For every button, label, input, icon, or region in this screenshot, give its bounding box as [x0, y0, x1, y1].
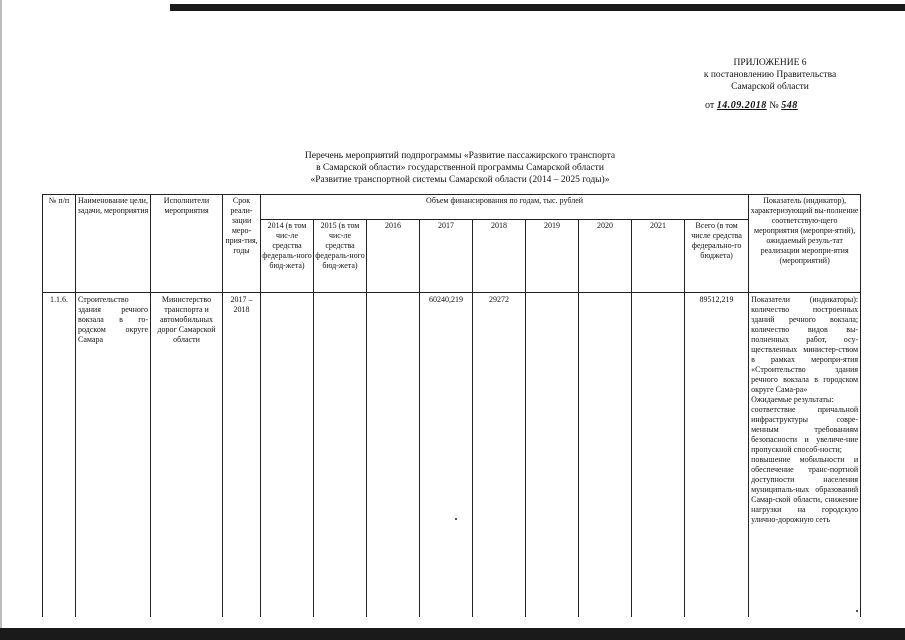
col-header-num: № п/п [43, 195, 76, 293]
col-header-year: 2019 [526, 220, 579, 293]
cell-amount-2019 [526, 293, 579, 618]
col-header-total: Всего (в том числе средства федерально-го бюджета) [685, 220, 749, 293]
decree-date: 14.09.2018 [716, 100, 767, 111]
title-line-3: «Развитие транспортной системы Самарской области (2014 – 2025 годы)» [310, 175, 610, 185]
decree-line [705, 100, 798, 111]
appendix-subtitle: к постановлению Правительства [703, 70, 837, 80]
appendix-block [690, 57, 850, 93]
cell-executors: Министерство транспорта и автомобильных дорог Самарской области [151, 293, 223, 618]
indicator-paragraph: Показатели (индикаторы): количество построенных зданий речного вокзала; количество видов вы-полненных работ, осу-ществленных министер-ством в рамках меропри-ятия «Строительство здания речного вокзала в городском округе Сама-ра» [751, 295, 859, 394]
scan-speck [856, 610, 858, 612]
cell-amount-2018: 29272 [473, 293, 526, 618]
cell-amount-total: 89512,219 [685, 293, 749, 618]
cell-amount-2014 [261, 293, 314, 618]
decree-prefix: от [705, 100, 715, 111]
col-header-indicator: Показатель (индикатор), характеризующий вы-полнение соответствую-щего мероприятия (меропри-ятий), ожидаемый резуль-тат реализации меропри-ятия (мероприятий) [749, 195, 861, 293]
col-header-term: Срок реали-зации меро-прия-тия, годы [223, 195, 261, 293]
indicator-paragraph: повышение мобильности и обеспечение транс-портной доступности населения муниципаль-ных образований Самар-ской области, снижение нагрузки на городскую улично-дорожную сеть [751, 455, 859, 524]
cell-amount-2015 [314, 293, 367, 618]
indicator-paragraph: Ожидаемые результаты: [751, 395, 834, 404]
col-header-year: 2014 (в том чис-ле средства федераль-ного бюд-жета) [261, 220, 314, 293]
col-header-executors: Исполнители мероприятия [151, 195, 223, 293]
scan-border-bottom [0, 628, 905, 640]
decree-number-label: № [769, 100, 779, 111]
indicator-paragraph: соответствие причальной инфраструктуры совре-менным требованиям безопасности и увеличе-ние пропускной способ-ности; [751, 405, 859, 454]
scan-speck [455, 518, 457, 520]
appendix-title: ПРИЛОЖЕНИЕ 6 [733, 58, 807, 68]
appendix-region: Самарской области [731, 82, 809, 92]
col-header-year: 2015 (в том чис-ле средства федераль-ного бюд-жета) [314, 220, 367, 293]
measures-table [42, 194, 861, 617]
col-header-year: 2016 [367, 220, 420, 293]
cell-num: 1.1.6. [43, 293, 76, 618]
cell-amount-2016 [367, 293, 420, 618]
document-title [250, 150, 670, 186]
decree-number: 548 [781, 100, 798, 111]
col-header-year: 2021 [632, 220, 685, 293]
col-header-year: 2020 [579, 220, 632, 293]
header-row-1 [43, 195, 861, 220]
cell-term: 2017 – 2018 [223, 293, 261, 618]
cell-amount-2020 [579, 293, 632, 618]
col-header-year: 2018 [473, 220, 526, 293]
col-header-year: 2017 [420, 220, 473, 293]
cell-amount-2017: 60240,219 [420, 293, 473, 618]
col-header-funding: Объем финансирования по годам, тыс. рублей [261, 195, 749, 220]
title-line-2: в Самарской области» государственной программы Самарской области [316, 163, 604, 173]
cell-measure-name: Строительство здания речного вокзала в го-родском округе Самара [76, 293, 151, 618]
col-header-name: Наименование цели, задачи, мероприятия [76, 195, 151, 293]
table-row [43, 293, 861, 618]
scan-edge [0, 0, 2, 640]
title-line-1: Перечень мероприятий подпрограммы «Развитие пассажирского транспорта [304, 151, 616, 161]
cell-indicator [749, 293, 861, 618]
scan-border-top [170, 4, 905, 11]
cell-amount-2021 [632, 293, 685, 618]
